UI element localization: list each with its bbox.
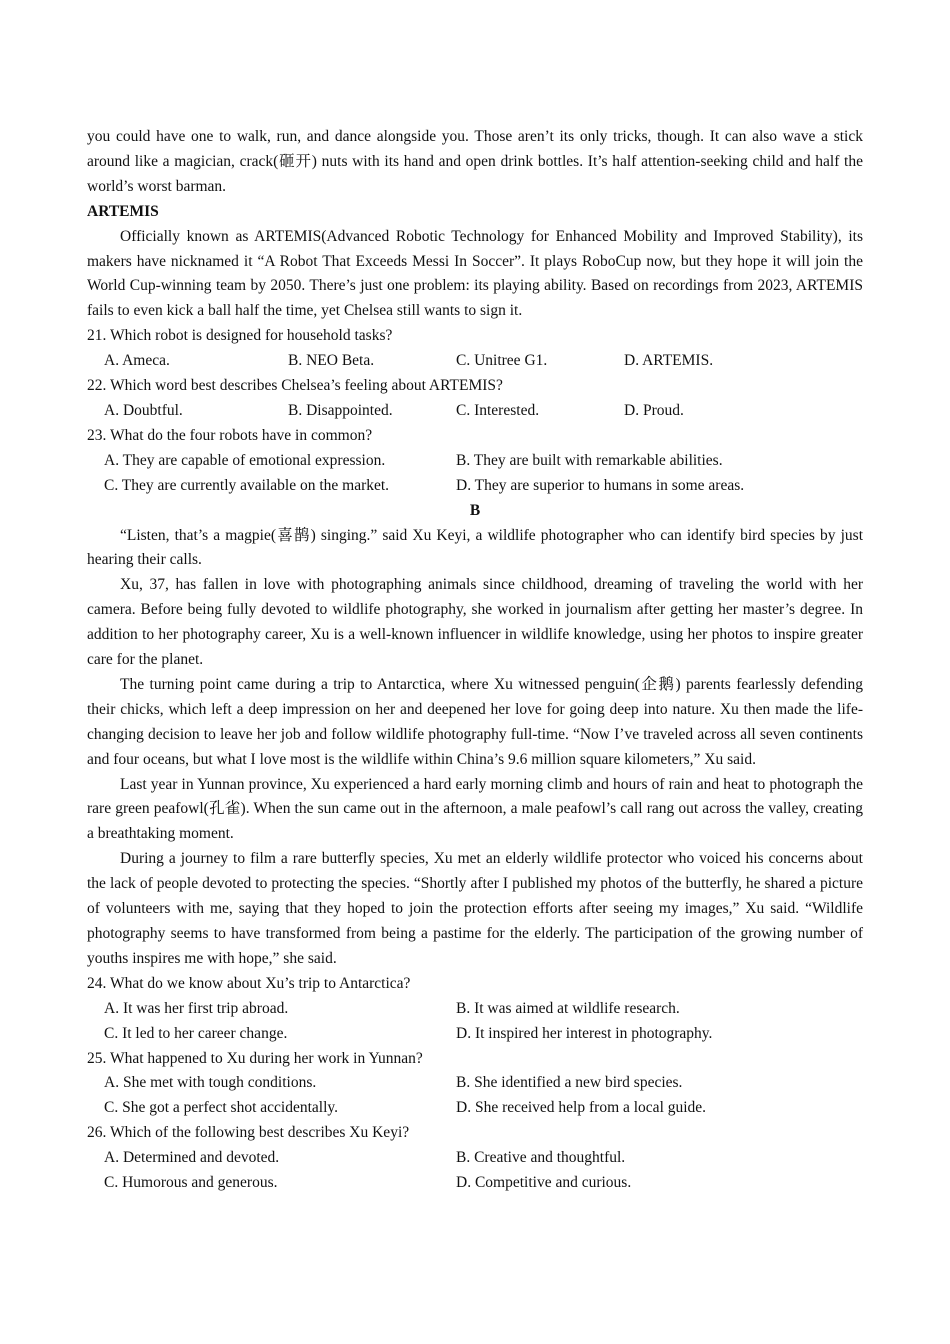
option-d: D. ARTEMIS.: [624, 352, 714, 370]
question-stem: 26. Which of the following best describes Xu Keyi?: [87, 1124, 410, 1142]
options-row: [87, 997, 863, 1022]
option-c: C. She got a perfect shot accidentally.: [104, 1099, 338, 1117]
question-22: [87, 374, 863, 424]
section-b-heading: B: [469, 501, 481, 519]
options-row: [87, 1022, 863, 1047]
options-row: [87, 1071, 863, 1096]
question-stem: 23. What do the four robots have in common?: [87, 426, 373, 444]
options-row: [87, 1171, 863, 1196]
option-a: A. It was her first trip abroad.: [104, 999, 289, 1017]
option-c: C. Humorous and generous.: [104, 1174, 278, 1192]
option-c: C. They are currently available on the market.: [104, 476, 390, 494]
option-b: B. It was aimed at wildlife research.: [456, 999, 680, 1017]
passage-b-paragraph-5: During a journey to film a rare butterfly species, Xu met an elderly wildlife protector who voiced his concerns about the lack of people devoted to protecting the species. “Shortly after I published my photos of the butterfly, he shared a picture of volunteers with me, saying that they hoped to join the protection efforts after seeing my images,” Xu said. “Wildlife photography seems to have transformed from being a pastime for the elderly. The participation of the growing number of youths inspires me with hope,” she said.: [87, 850, 863, 967]
option-d: D. They are superior to humans in some areas.: [456, 476, 745, 494]
passage-b-paragraph-4: Last year in Yunnan province, Xu experienced a hard early morning climb and hours of rain and heat to photograph the rare green peafowl(孔雀). When the sun came out in the afternoon, a male peafowl’s call rang out across the valley, creating a breathtaking moment.: [87, 775, 863, 843]
artemis-paragraph: Officially known as ARTEMIS(Advanced Robotic Technology for Enhanced Mobility and Improved Stability), its makers have nicknamed it “A Robot That Exceeds Messi In Soccer”. It plays RoboCup now, but they hope it will join the World Cup-winning team by 2050. There’s just one problem: its playing ability. Based on recordings from 2023, ARTEMIS fails to even kick a ball half the time, yet Chelsea still wants to sign it.: [87, 227, 863, 320]
question-stem: 24. What do we know about Xu’s trip to Antarctica?: [87, 974, 411, 992]
options-row: [87, 474, 863, 499]
option-d: D. Competitive and curious.: [456, 1174, 632, 1192]
options-row: [87, 1096, 863, 1121]
question-stem: 25. What happened to Xu during her work in Yunnan?: [87, 1049, 423, 1067]
question-24: [87, 972, 863, 1047]
question-25: [87, 1047, 863, 1122]
passage-a-continued-paragraph: you could have one to walk, run, and dance alongside you. Those aren’t its only tricks, though. It can also wave a stick around like a magician, crack(砸开) nuts with its hand and open drink bottles. It’s half attention-seeking child and half the world’s worst barman.: [87, 128, 863, 195]
option-b: B. NEO Beta.: [288, 352, 375, 370]
option-c: C. Interested.: [456, 401, 540, 419]
options-row: [87, 399, 863, 424]
option-c: C. Unitree G1.: [456, 352, 548, 370]
passage-b-paragraph-3: The turning point came during a trip to Antarctica, where Xu witnessed penguin(企鹅) parents fearlessly defending their chicks, which left a deep impression on her and deepened her love for going deep into nature. Xu then made the life-changing decision to leave her job and follow wildlife photography full-time. “Now I’ve traveled across all seven continents and four oceans, but what I love most is the wildlife within China’s 9.6 million square kilometers,” Xu said.: [87, 675, 863, 768]
options-row: [87, 1146, 863, 1171]
question-23: [87, 424, 863, 499]
option-b: B. Creative and thoughtful.: [456, 1149, 626, 1167]
options-row: [87, 349, 863, 374]
option-d: D. It inspired her interest in photography.: [456, 1024, 713, 1042]
question-stem: 22. Which word best describes Chelsea’s feeling about ARTEMIS?: [87, 377, 503, 395]
question-26: [87, 1121, 863, 1196]
passage-b-paragraph-2: Xu, 37, has fallen in love with photographing animals since childhood, dreaming of traveling the world with her camera. Before being fully devoted to wildlife photography, she worked in journalism after getting her master’s degree. In addition to her photography career, Xu is a well-known influencer in wildlife knowledge, using her photos to inspire greater care for the planet.: [87, 576, 863, 669]
question-stem: 21. Which robot is designed for household tasks?: [87, 327, 393, 345]
option-a: A. Ameca.: [104, 352, 170, 370]
option-b: B. She identified a new bird species.: [456, 1074, 683, 1092]
option-a: A. She met with tough conditions.: [104, 1074, 317, 1092]
option-d: D. She received help from a local guide.: [456, 1099, 707, 1117]
option-a: A. Doubtful.: [104, 401, 183, 419]
passage-b-paragraph-1: “Listen, that’s a magpie(喜鹊) singing.” said Xu Keyi, a wildlife photographer who can identify bird species by just hearing their calls.: [87, 526, 863, 569]
option-a: A. They are capable of emotional expression.: [104, 451, 386, 469]
option-b: B. Disappointed.: [288, 401, 393, 419]
question-21: [87, 324, 863, 374]
option-c: C. It led to her career change.: [104, 1024, 288, 1042]
option-d: D. Proud.: [624, 401, 684, 419]
options-row: [87, 449, 863, 474]
artemis-heading: ARTEMIS: [87, 202, 159, 220]
option-a: A. Determined and devoted.: [104, 1149, 280, 1167]
option-b: B. They are built with remarkable abilities.: [456, 451, 723, 469]
